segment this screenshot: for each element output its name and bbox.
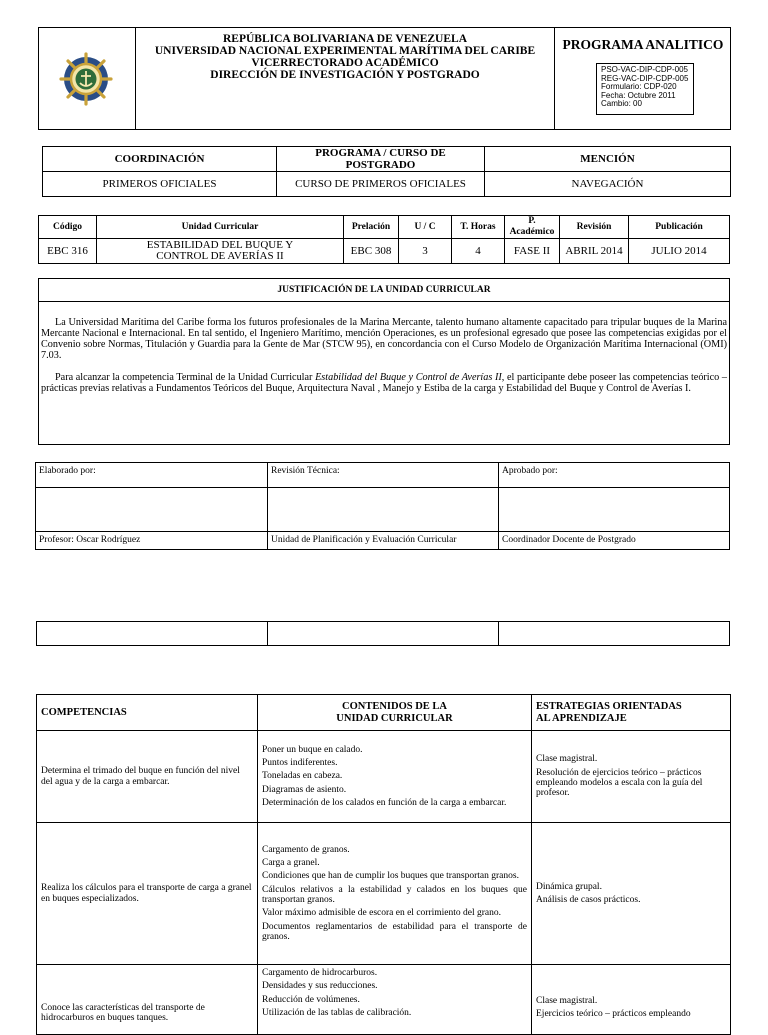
elaborated-name: Profesor: Oscar Rodríguez: [36, 532, 268, 550]
revision-label: Revisión Técnica:: [268, 463, 499, 488]
course-prelation: EBC 308: [344, 239, 399, 264]
course-publication: JULIO 2014: [629, 239, 730, 264]
code-line: Fecha: Octubre 2011: [601, 90, 676, 100]
col-code-header: Código: [39, 216, 97, 239]
col-prelation-header: Prelación: [344, 216, 399, 239]
content-item: Determinación de los calados en función de la carga a embarcar.: [262, 797, 507, 808]
competence-cell: Conoce las características del transporte de hidrocarburos en buques tanques.: [37, 965, 258, 1035]
program-title: PROGRAMA ANALITICO: [562, 37, 724, 52]
document-code-box: [596, 63, 694, 115]
content-item: Condiciones que han de cumplir los buques que transportan granos.: [262, 871, 519, 882]
course-hours: 4: [452, 239, 505, 264]
course-table: [38, 215, 730, 264]
contents-cell: [258, 823, 532, 965]
course-period: FASE II: [505, 239, 560, 264]
contents-header-line-2: UNIDAD CURRICULAR: [336, 712, 453, 724]
course-unit: [97, 239, 344, 264]
elaborated-signature-space: [36, 488, 268, 532]
program-header: PROGRAMA / CURSO DE POSTGRADO: [277, 147, 485, 172]
contents-cell: [258, 731, 532, 823]
justification-section: [38, 278, 730, 445]
content-item: Cálculos relativos a la estabilidad y calados en los buques que transportan granos.: [262, 884, 527, 905]
header-title-block: [136, 33, 554, 81]
justification-paragraph-2: [41, 372, 727, 394]
content-item: Reducción de volúmenes.: [262, 994, 360, 1005]
header-line-3: VICERRECTORADO ACADÉMICO: [251, 57, 439, 69]
approved-signature-space: [499, 488, 730, 532]
mention-value: NAVEGACIÓN: [485, 172, 731, 197]
contents-header-line-1: CONTENIDOS DE LA: [341, 700, 448, 712]
blank-row-table: [36, 621, 730, 646]
contents-header: [258, 695, 532, 731]
course-unit-line-1: ESTABILIDAD DEL BUQUE Y: [146, 239, 294, 251]
code-line: Cambio: 00: [601, 99, 642, 109]
elaborated-label: Elaborado por:: [36, 463, 268, 488]
col-hours-header: T. Horas: [452, 216, 505, 239]
strategies-header: [532, 695, 731, 731]
content-item: Cargamento de granos.: [262, 844, 350, 855]
content-item: Valor máximo admisible de escora en el corrimiento del grano.: [262, 908, 502, 919]
revision-signature-space: [268, 488, 499, 532]
blank-cell: [37, 622, 268, 646]
strategy-item: Análisis de casos prácticos.: [536, 895, 641, 905]
approved-name: Coordinador Docente de Postgrado: [499, 532, 730, 550]
course-unit-line-2: CONTROL DE AVERÍAS II: [156, 250, 284, 262]
col-uc-header: U / C: [399, 216, 452, 239]
competence-cell: Realiza los cálculos para el transporte de carga a granel en buques especializados.: [37, 823, 258, 965]
col-revision-header: Revisión: [560, 216, 629, 239]
strategies-cell: [532, 823, 731, 965]
justification-title: JUSTIFICACIÓN DE LA UNIDAD CURRICULAR: [39, 279, 729, 302]
coordination-value: PRIMEROS OFICIALES: [43, 172, 277, 197]
revision-name: Unidad de Planificación y Evaluación Curricular: [268, 532, 499, 550]
col-publication-header: Publicación: [629, 216, 730, 239]
strategy-item: Resolución de ejercicios teórico – prácticos empleando modelos a escala con la guía del profesor.: [536, 767, 703, 799]
content-item: Carga a granel.: [262, 858, 320, 869]
code-line: PSO-VAC-DIP-CDP-005: [601, 65, 688, 74]
header-line-1: REPÚBLICA BOLIVARIANA DE VENEZUELA: [222, 33, 467, 45]
university-seal-icon: [59, 52, 113, 106]
blank-cell: [268, 622, 499, 646]
content-item: Utilización de las tablas de calibración.: [262, 1007, 412, 1018]
strategies-cell: [532, 965, 731, 1035]
justification-p2-start: Para alcanzar la competencia Terminal de la Unidad Curricular: [55, 372, 316, 383]
strategy-item: Ejercicios teórico – prácticos empleando: [536, 1009, 691, 1020]
content-item: Puntos indiferentes.: [262, 758, 338, 769]
strategy-item: Dinámica grupal.: [536, 881, 602, 892]
course-revision: ABRIL 2014: [560, 239, 629, 264]
competencies-table: [36, 694, 731, 1035]
strategy-item: Clase magistral.: [536, 996, 598, 1006]
col-unit-header: Unidad Curricular: [97, 216, 344, 239]
strategies-header-line-1: ESTRATEGIAS ORIENTADAS: [536, 700, 682, 712]
course-uc: 3: [399, 239, 452, 264]
code-line: REG-VAC-DIP-CDP-005: [601, 73, 689, 83]
contents-cell: [258, 965, 532, 1035]
justification-p2-end: , el participante debe poseer las competencias teórico – prácticas previas relativas a Fundamentos Teóricos del Buque, Arquitectura Naval , Manejo y Estiba de la carga y Estabilidad del Buque y Control de Averías I.: [41, 372, 728, 394]
code-line: Formulario: CDP-020: [601, 82, 677, 92]
col-period-header: P. Académico: [505, 216, 560, 239]
content-item: Cargamento de hidrocarburos.: [262, 968, 378, 978]
coordination-table: [42, 146, 731, 197]
signatures-table: [35, 462, 730, 550]
justification-paragraph-1: La Universidad Marítima del Caribe forma los futuros profesionales de la Marina Mercante, talento humano altamente capacitado para tripular buques de la Marina Mercante Nacional e Internacional. En tal sentido, el Ingeniero Marítimo, mención Operaciones, es un profesional egresado que posee las competencias exigidas por el Convenio sobre Normas, Titulación y Guardia para la Gente de Mar (STCW 95), en concordancia con el Curso Modelo de Organización Marítima Internacional (OMI) 7.03.: [41, 317, 727, 361]
strategies-cell: [532, 731, 731, 823]
header-line-4: DIRECCIÓN DE INVESTIGACIÓN Y POSTGRADO: [210, 69, 480, 81]
competencies-header: COMPETENCIAS: [37, 695, 258, 731]
content-item: Poner un buque en calado.: [262, 744, 363, 755]
content-item: Diagramas de asiento.: [262, 784, 347, 795]
approved-label: Aprobado por:: [499, 463, 730, 488]
strategy-item: Clase magistral.: [536, 754, 598, 765]
content-item: Densidades y sus reducciones.: [262, 981, 378, 992]
content-item: Documentos reglamentarios de estabilidad para el transporte de granos.: [262, 921, 527, 942]
blank-cell: [499, 622, 730, 646]
competence-cell: Determina el trimado del buque en función del nivel del agua y de la carga a embarcar.: [37, 731, 258, 823]
strategies-header-line-2: AL APRENDIZAJE: [536, 712, 627, 724]
header-line-2: UNIVERSIDAD NACIONAL EXPERIMENTAL MARÍTIMA DEL CARIBE: [154, 45, 536, 57]
content-item: Toneladas en cabeza.: [262, 771, 343, 782]
program-value: CURSO DE PRIMEROS OFICIALES: [277, 172, 485, 197]
coordination-header: COORDINACIÓN: [43, 147, 277, 172]
justification-p2-course: Estabilidad del Buque y Control de Averías II: [315, 372, 502, 383]
mention-header: MENCIÓN: [485, 147, 731, 172]
course-code: EBC 316: [39, 239, 97, 264]
